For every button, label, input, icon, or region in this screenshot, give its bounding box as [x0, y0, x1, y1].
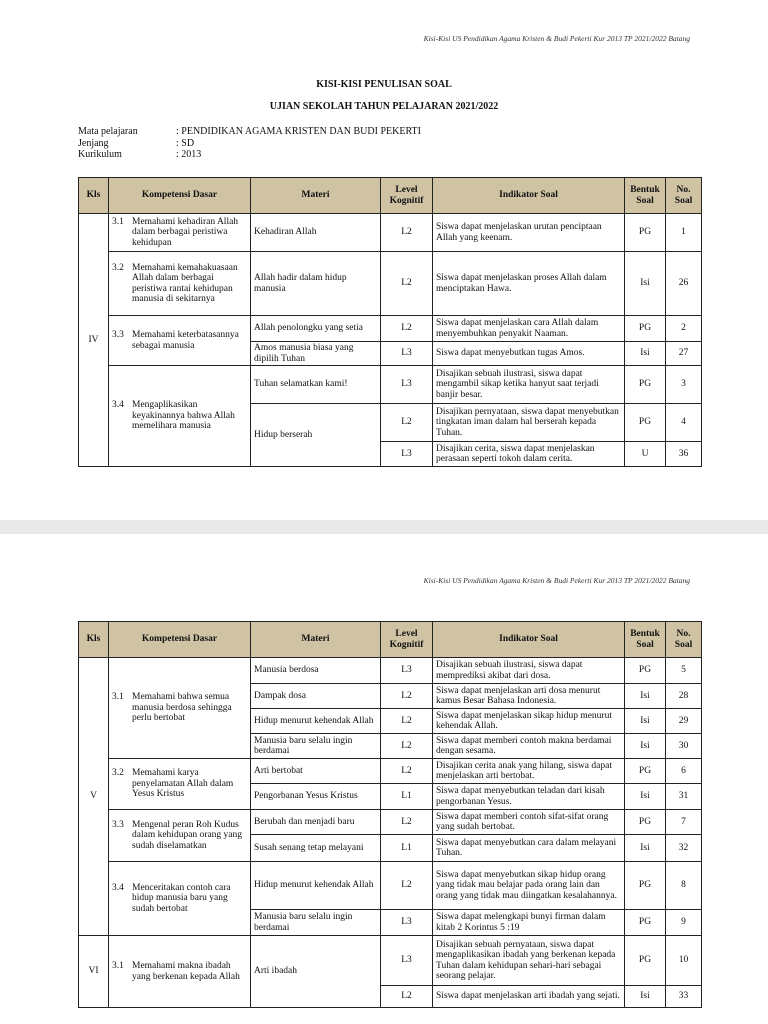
bentuk-cell: Isi: [625, 734, 666, 759]
materi-cell: Kehadiran Allah: [251, 214, 381, 252]
indikator-cell: Siswa dapat memberi contoh makna berdamai dengan sesama.: [433, 734, 625, 759]
bentuk-cell: PG: [625, 862, 666, 910]
materi-cell: Manusia baru selalu ingin berdamai: [251, 734, 381, 759]
level-cell: L2: [381, 709, 433, 734]
header-kls: Kls: [79, 178, 109, 214]
materi-cell: Allah hadir dalam hidup manusia: [251, 252, 381, 316]
header-kls: Kls: [79, 622, 109, 658]
kd-cell: [109, 810, 251, 862]
no-soal-cell: 8: [666, 862, 702, 910]
indikator-cell: Disajikan sebuah ilustrasi, siswa dapat mengambil sikap ketika hanyut saat terjadi banjir besar.: [433, 366, 625, 404]
no-soal-cell: 36: [666, 442, 702, 467]
indikator-cell: Siswa dapat menjelaskan sikap hidup menurut kehendak Allah.: [433, 709, 625, 734]
materi-cell: Hidup menurut kehendak Allah: [251, 862, 381, 910]
meta-label: Jenjang: [78, 137, 109, 149]
header-bentuk-soal: Bentuk Soal: [625, 622, 666, 658]
header-materi: Materi: [251, 622, 381, 658]
no-soal-cell: 2: [666, 316, 702, 342]
kd-text: Menceritakan contoh cara hidup manusia baru yang sudah bertobat: [132, 882, 231, 914]
indikator-cell: Siswa dapat menjelaskan arti ibadah yang sejati.: [433, 986, 625, 1008]
level-cell: L2: [381, 986, 433, 1008]
bentuk-cell: PG: [625, 658, 666, 684]
header-materi: Materi: [251, 178, 381, 214]
bentuk-cell: PG: [625, 404, 666, 442]
level-cell: L3: [381, 910, 433, 936]
table-row: [79, 658, 702, 684]
indikator-cell: Siswa dapat menjelaskan proses Allah dalam menciptakan Hawa.: [433, 252, 625, 316]
no-soal-cell: 6: [666, 759, 702, 784]
indikator-cell: Disajikan sebuah pernyataan, siswa dapat mengaplikasikan ibadah yang berkenan kepada Tuhan dalam kehidupan sehari-hari sebagai seorang pelajar.: [433, 936, 625, 986]
materi-cell: Berubah dan menjadi baru: [251, 810, 381, 835]
bentuk-cell: PG: [625, 316, 666, 342]
table-row: [79, 366, 702, 404]
bentuk-cell: Isi: [625, 986, 666, 1008]
table-row: [79, 862, 702, 910]
bentuk-cell: Isi: [625, 684, 666, 709]
running-header: Kisi-Kisi US Pendidikan Agama Kristen & Budi Pekerti Kur 2013 TP 2021/2022 Batang: [423, 34, 690, 43]
kd-cell: [109, 316, 251, 366]
bentuk-cell: PG: [625, 214, 666, 252]
kisi-kisi-table-2: [78, 621, 702, 1008]
bentuk-cell: PG: [625, 910, 666, 936]
no-soal-cell: 29: [666, 709, 702, 734]
indikator-cell: Disajikan sebuah ilustrasi, siswa dapat memprediksi akibat dari dosa.: [433, 658, 625, 684]
no-soal-cell: 3: [666, 366, 702, 404]
kd-number: 3.3: [112, 819, 124, 830]
materi-cell: Hidup menurut kehendak Allah: [251, 709, 381, 734]
materi-cell: Allah penolongku yang setia: [251, 316, 381, 342]
header-no-soal: No. Soal: [666, 178, 702, 214]
meta-value: : SD: [176, 137, 195, 149]
meta-label: Mata pelajaran: [78, 126, 138, 137]
indikator-cell: Siswa dapat menyebutkan tugas Amos.: [433, 342, 625, 366]
meta-value: : PENDIDIKAN AGAMA KRISTEN DAN BUDI PEKERTI: [176, 126, 421, 137]
document-title: KISI-KISI PENULISAN SOAL: [316, 79, 452, 90]
materi-cell: Tuhan selamatkan kami!: [251, 366, 381, 404]
level-cell: L3: [381, 658, 433, 684]
kd-text: Memahami bahwa semua manusia berdosa sehingga perlu bertobat: [132, 692, 232, 724]
kd-number: 3.1: [112, 692, 124, 703]
materi-cell: Manusia baru selalu ingin berdamai: [251, 910, 381, 936]
materi-cell: Dampak dosa: [251, 684, 381, 709]
kd-number: 3.4: [112, 882, 124, 893]
materi-cell: Pengorbanan Yesus Kristus: [251, 784, 381, 810]
bentuk-cell: PG: [625, 366, 666, 404]
kd-cell: [109, 936, 251, 1008]
table-row: [79, 214, 702, 252]
no-soal-cell: 26: [666, 252, 702, 316]
table-row: [79, 759, 702, 784]
bentuk-cell: Isi: [625, 342, 666, 366]
table-row: [79, 936, 702, 986]
kd-text: Mengaplikasikan keyakinannya bahwa Allah memelihara manusia: [132, 400, 235, 432]
bentuk-cell: Isi: [625, 709, 666, 734]
kls-cell: V: [79, 658, 109, 936]
materi-cell: Manusia berdosa: [251, 658, 381, 684]
indikator-cell: Siswa dapat memberi contoh sifat-sifat orang yang sudah bertobat.: [433, 810, 625, 835]
level-cell: L3: [381, 442, 433, 467]
header-level-kognitif: Level Kognitif: [381, 178, 433, 214]
indikator-cell: Siswa dapat menyebutkan teladan dari kisah pengorbanan Yesus.: [433, 784, 625, 810]
no-soal-cell: 5: [666, 658, 702, 684]
no-soal-cell: 28: [666, 684, 702, 709]
document-subtitle: UJIAN SEKOLAH TAHUN PELAJARAN 2021/2022: [269, 101, 499, 112]
kd-cell: [109, 862, 251, 936]
level-cell: L3: [381, 342, 433, 366]
indikator-cell: Siswa dapat menjelaskan urutan penciptaan Allah yang keenam.: [433, 214, 625, 252]
no-soal-cell: 4: [666, 404, 702, 442]
kd-number: 3.3: [112, 330, 124, 340]
materi-cell: Amos manusia biasa yang dipilih Tuhan: [251, 342, 381, 366]
table-row: [79, 316, 702, 342]
indikator-cell: Siswa dapat menyebutkan cara dalam melayani Tuhan.: [433, 835, 625, 862]
kd-text: Memahami karya penyelamatan Allah dalam Yesus Kristus: [132, 768, 234, 800]
header-level-kognitif: Level Kognitif: [381, 622, 433, 658]
kd-number: 3.2: [112, 262, 124, 273]
table-header-row: [79, 622, 702, 658]
indikator-cell: Siswa dapat melengkapi bunyi firman dalam kitab 2 Korintus 5 :19: [433, 910, 625, 936]
meta-subject: [78, 126, 421, 138]
level-cell: L1: [381, 835, 433, 862]
kd-text: Memahami kemahakuasaan Allah dalam berbagai peristiwa rantai kehidupan manusia di sekitarnya: [132, 262, 238, 304]
table-row: [79, 810, 702, 835]
bentuk-cell: PG: [625, 936, 666, 986]
header-kompetensi-dasar: Kompetensi Dasar: [109, 178, 251, 214]
no-soal-cell: 27: [666, 342, 702, 366]
no-soal-cell: 10: [666, 936, 702, 986]
level-cell: L2: [381, 810, 433, 835]
kd-text: Memahami kehadiran Allah dalam berbagai peristiwa kehidupan: [132, 216, 239, 248]
kd-cell: [109, 252, 251, 316]
kls-cell: IV: [79, 214, 109, 467]
table-header-row: [79, 178, 702, 214]
kd-cell: [109, 759, 251, 810]
kd-text: Memahami keterbatasannya sebagai manusia: [132, 330, 239, 351]
materi-cell: Arti bertobat: [251, 759, 381, 784]
running-header: Kisi-Kisi US Pendidikan Agama Kristen & Budi Pekerti Kur 2013 TP 2021/2022 Batang: [423, 576, 690, 585]
no-soal-cell: 7: [666, 810, 702, 835]
indikator-cell: Disajikan cerita, siswa dapat menjelaskan perasaan seperti tokoh dalam cerita.: [433, 442, 625, 467]
kd-cell: [109, 214, 251, 252]
document-page-2: [0, 534, 768, 1024]
bentuk-cell: Isi: [625, 784, 666, 810]
level-cell: L2: [381, 214, 433, 252]
level-cell: L2: [381, 316, 433, 342]
kisi-kisi-table-1: [78, 177, 702, 467]
meta-value: : 2013: [176, 149, 202, 160]
header-indikator-soal: Indikator Soal: [433, 178, 625, 214]
level-cell: L2: [381, 404, 433, 442]
level-cell: L2: [381, 759, 433, 784]
materi-cell: Susah senang tetap melayani: [251, 835, 381, 862]
kd-number: 3.4: [112, 400, 124, 411]
materi-cell: Hidup berserah: [251, 404, 381, 467]
no-soal-cell: 30: [666, 734, 702, 759]
indikator-cell: Siswa dapat menjelaskan cara Allah dalam menyembuhkan penyakit Naaman.: [433, 316, 625, 342]
kd-text: Memahami makna ibadah yang berkenan kepada Allah: [132, 961, 240, 982]
kd-text: Mengenal peran Roh Kudus dalam kehidupan orang yang sudah diselamatkan: [132, 819, 243, 851]
header-no-soal: No. Soal: [666, 622, 702, 658]
kls-cell: VI: [79, 936, 109, 1008]
bentuk-cell: Isi: [625, 252, 666, 316]
kd-number: 3.1: [112, 961, 124, 971]
no-soal-cell: 9: [666, 910, 702, 936]
level-cell: L2: [381, 862, 433, 910]
kd-cell: [109, 658, 251, 759]
indikator-cell: Siswa dapat menjelaskan arti dosa menurut kamus Besar Bahasa Indonesia.: [433, 684, 625, 709]
header-indikator-soal: Indikator Soal: [433, 622, 625, 658]
level-cell: L2: [381, 252, 433, 316]
kd-number: 3.2: [112, 768, 124, 779]
level-cell: L3: [381, 936, 433, 986]
document-meta: [78, 126, 421, 161]
indikator-cell: Disajikan cerita anak yang hilang, siswa dapat menjelaskan arti bertobat.: [433, 759, 625, 784]
level-cell: L1: [381, 784, 433, 810]
kd-cell: [109, 366, 251, 467]
meta-curriculum: [78, 149, 421, 161]
kd-number: 3.1: [112, 216, 124, 227]
no-soal-cell: 32: [666, 835, 702, 862]
bentuk-cell: Isi: [625, 835, 666, 862]
header-bentuk-soal: Bentuk Soal: [625, 178, 666, 214]
indikator-cell: Disajikan pernyataan, siswa dapat menyebutkan tingkatan iman dalam hal berserah kepada Tuhan.: [433, 404, 625, 442]
no-soal-cell: 31: [666, 784, 702, 810]
level-cell: L2: [381, 684, 433, 709]
table-row: [79, 252, 702, 316]
meta-level: [78, 138, 421, 150]
bentuk-cell: PG: [625, 810, 666, 835]
level-cell: L3: [381, 366, 433, 404]
materi-cell: Arti ibadah: [251, 936, 381, 1008]
no-soal-cell: 1: [666, 214, 702, 252]
no-soal-cell: 33: [666, 986, 702, 1008]
bentuk-cell: PG: [625, 759, 666, 784]
bentuk-cell: U: [625, 442, 666, 467]
header-kompetensi-dasar: Kompetensi Dasar: [109, 622, 251, 658]
level-cell: L2: [381, 734, 433, 759]
meta-label: Kurikulum: [78, 149, 122, 160]
indikator-cell: Siswa dapat menyebutkan sikap hidup orang yang tidak mau belajar pada orang lain dan orang yang tidak mau diingatkan kesalahannya.: [433, 862, 625, 910]
